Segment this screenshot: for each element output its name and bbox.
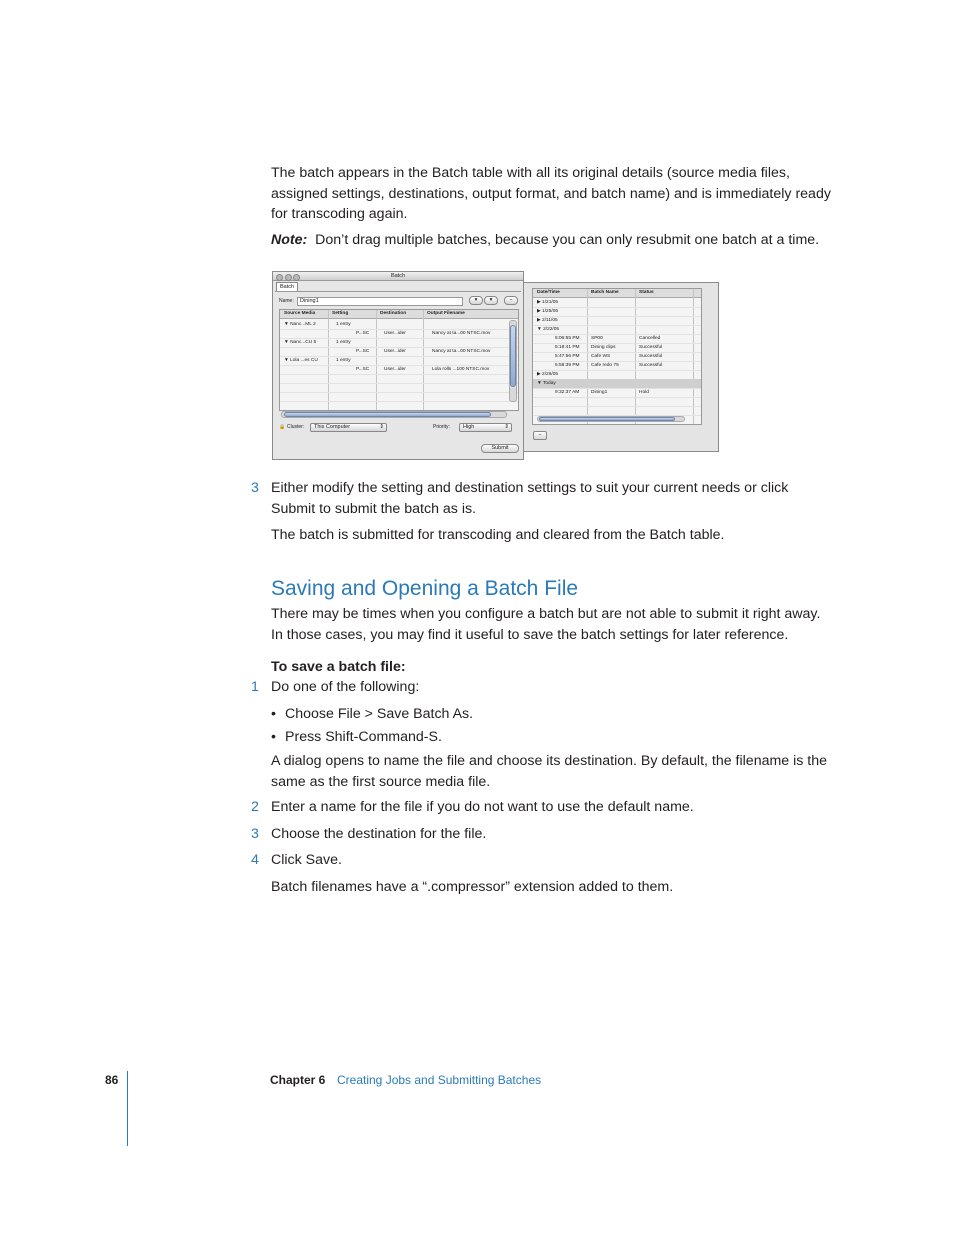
step-1-text: Do one of the following:	[271, 679, 420, 695]
bullet-dot: •	[271, 729, 276, 745]
batch-window-title: Batch	[390, 273, 406, 279]
chapter-label: Chapter 6	[270, 1073, 326, 1087]
history-remove-button: −	[533, 431, 547, 440]
column-date-time: Date/Time	[537, 290, 560, 295]
column-destination: Destination	[380, 311, 407, 316]
settings-button: ▾	[469, 296, 483, 305]
setting-sub-cell: P...SC	[356, 348, 370, 354]
name-label: Name:	[279, 298, 294, 304]
list-item: 5:18:41 PM Dining clips Successful	[533, 343, 701, 353]
step-number: 3	[251, 826, 259, 842]
bullet-dot: •	[271, 706, 276, 722]
batch-window-titlebar	[273, 272, 523, 281]
page-number: 86	[105, 1073, 119, 1087]
popup-arrows-icon: ⇕	[379, 424, 384, 430]
destination-cell: User...ider	[384, 366, 406, 372]
horizontal-scroll-thumb	[284, 412, 491, 417]
step-3b-text: Choose the destination for the file.	[271, 826, 487, 842]
close-icon	[276, 274, 283, 281]
step-number: 2	[251, 799, 259, 815]
priority-popup: High ⇕	[459, 423, 512, 432]
batch-tab: Batch	[276, 282, 298, 291]
list-item: 5:58:39 PM Cafe redo 75 Successful	[533, 361, 701, 371]
step-number: 4	[251, 852, 259, 868]
horizontal-scrollbar	[281, 411, 507, 418]
source-cell: ▼ Nanc...CU 5	[284, 339, 317, 345]
setting-cell: 1 entry	[336, 321, 351, 327]
remove-button: −	[504, 296, 518, 305]
bullet-item: • Choose File > Save Batch As.	[271, 704, 473, 725]
history-window-screenshot	[523, 282, 719, 452]
output-cell: Nancy at ta...00 NTSC.mov	[432, 348, 491, 354]
batch-window-screenshot	[272, 271, 524, 460]
column-status: Status	[639, 290, 654, 295]
list-item: 9:32:37 AM Dining1 Hold	[533, 388, 701, 398]
history-scroll-thumb	[539, 417, 675, 421]
destination-cell: User...ider	[384, 348, 406, 354]
section-heading: Saving and Opening a Batch File	[271, 577, 579, 600]
step-4-text: Click Save.	[271, 852, 342, 868]
list-item: ▼ 2/22/05	[533, 325, 701, 335]
output-cell: Nancy at ta...00 NTSC.mov	[432, 330, 491, 336]
list-item: 5:06:55 PM SP00 Cancelled	[533, 334, 701, 344]
step-3-text: Either modify the setting and destination settings to suit your current needs or click Submit to submit the batch as is.	[271, 480, 789, 517]
bullet-item: • Press Shift-Command-S.	[271, 727, 442, 748]
source-cell: ▼ Lola ...es CU	[284, 357, 318, 363]
priority-label: Priority:	[433, 424, 450, 430]
setting-sub-cell: P...SC	[356, 366, 370, 372]
extension-paragraph: Batch filenames have a “.compressor” extension added to them.	[271, 879, 674, 895]
dialog-paragraph: A dialog opens to name the file and choose its destination. By default, the filename is the same as the first source media file.	[271, 753, 828, 790]
chapter-title: Creating Jobs and Submitting Batches	[337, 1073, 542, 1087]
submit-button: Submit	[481, 444, 519, 453]
batch-name-field: Dining1	[297, 297, 463, 306]
list-item: ▶ 1/25/05	[533, 307, 701, 317]
batch-table-header	[280, 310, 518, 319]
destination-cell: User...ider	[384, 330, 406, 336]
zoom-icon	[293, 274, 300, 281]
cluster-label: Cluster:	[287, 424, 305, 430]
step-2-text: Enter a name for the file if you do not want to use the default name.	[271, 799, 694, 815]
vertical-scroll-thumb	[510, 325, 516, 387]
list-item: ▶ 2/11/05	[533, 316, 701, 326]
cleared-paragraph: The batch is submitted for transcoding and cleared from the Batch table.	[271, 527, 725, 543]
intro-paragraph: The batch appears in the Batch table with all its original details (source media files, assigned settings, destinations, output format, and batch name) and is immediately ready for transcoding again.	[271, 165, 831, 222]
column-setting: Setting	[332, 311, 349, 316]
list-item: 5:47:56 PM Cafe WS Successful	[533, 352, 701, 362]
cluster-popup: This Computer ⇕	[310, 423, 387, 432]
column-batch-name: Batch Name	[591, 290, 619, 295]
step-number: 1	[251, 679, 259, 695]
history-table	[532, 288, 702, 425]
section-intro: There may be times when you configure a batch but are not able to submit it right away. In those cases, you may find it useful to save the batch settings for later reference.	[271, 606, 821, 643]
column-output-filename: Output Filename	[427, 311, 465, 316]
popup-arrows-icon: ⇕	[504, 424, 509, 430]
lock-icon: 🔒	[279, 424, 286, 430]
output-cell: Lola rolls ...100 NTSC.mov	[432, 366, 490, 372]
setting-cell: 1 entry	[336, 339, 351, 345]
vertical-scrollbar	[509, 320, 517, 402]
history-horizontal-scrollbar	[537, 416, 685, 422]
minimize-icon	[285, 274, 292, 281]
setting-cell: 1 entry	[336, 357, 351, 363]
list-item: ▶ 1/21/05	[533, 298, 701, 308]
note-paragraph	[271, 230, 831, 251]
batch-table	[279, 309, 519, 411]
note-text: Don’t drag multiple batches, because you can only resubmit one batch at a time.	[315, 232, 820, 248]
note-label: Note:	[271, 232, 308, 248]
task-title: To save a batch file:	[271, 659, 406, 675]
source-cell: ▼ Nanc...ML 2	[284, 321, 316, 327]
list-item: ▼ Today	[533, 379, 701, 389]
history-table-header	[533, 289, 701, 298]
list-item: ▶ 2/26/05	[533, 370, 701, 380]
step-number: 3	[251, 480, 259, 496]
column-source-media: Source Media	[284, 311, 316, 316]
setting-sub-cell: P...SC	[356, 330, 370, 336]
footer-rule	[127, 1071, 128, 1146]
destination-button: ▾	[484, 296, 498, 305]
